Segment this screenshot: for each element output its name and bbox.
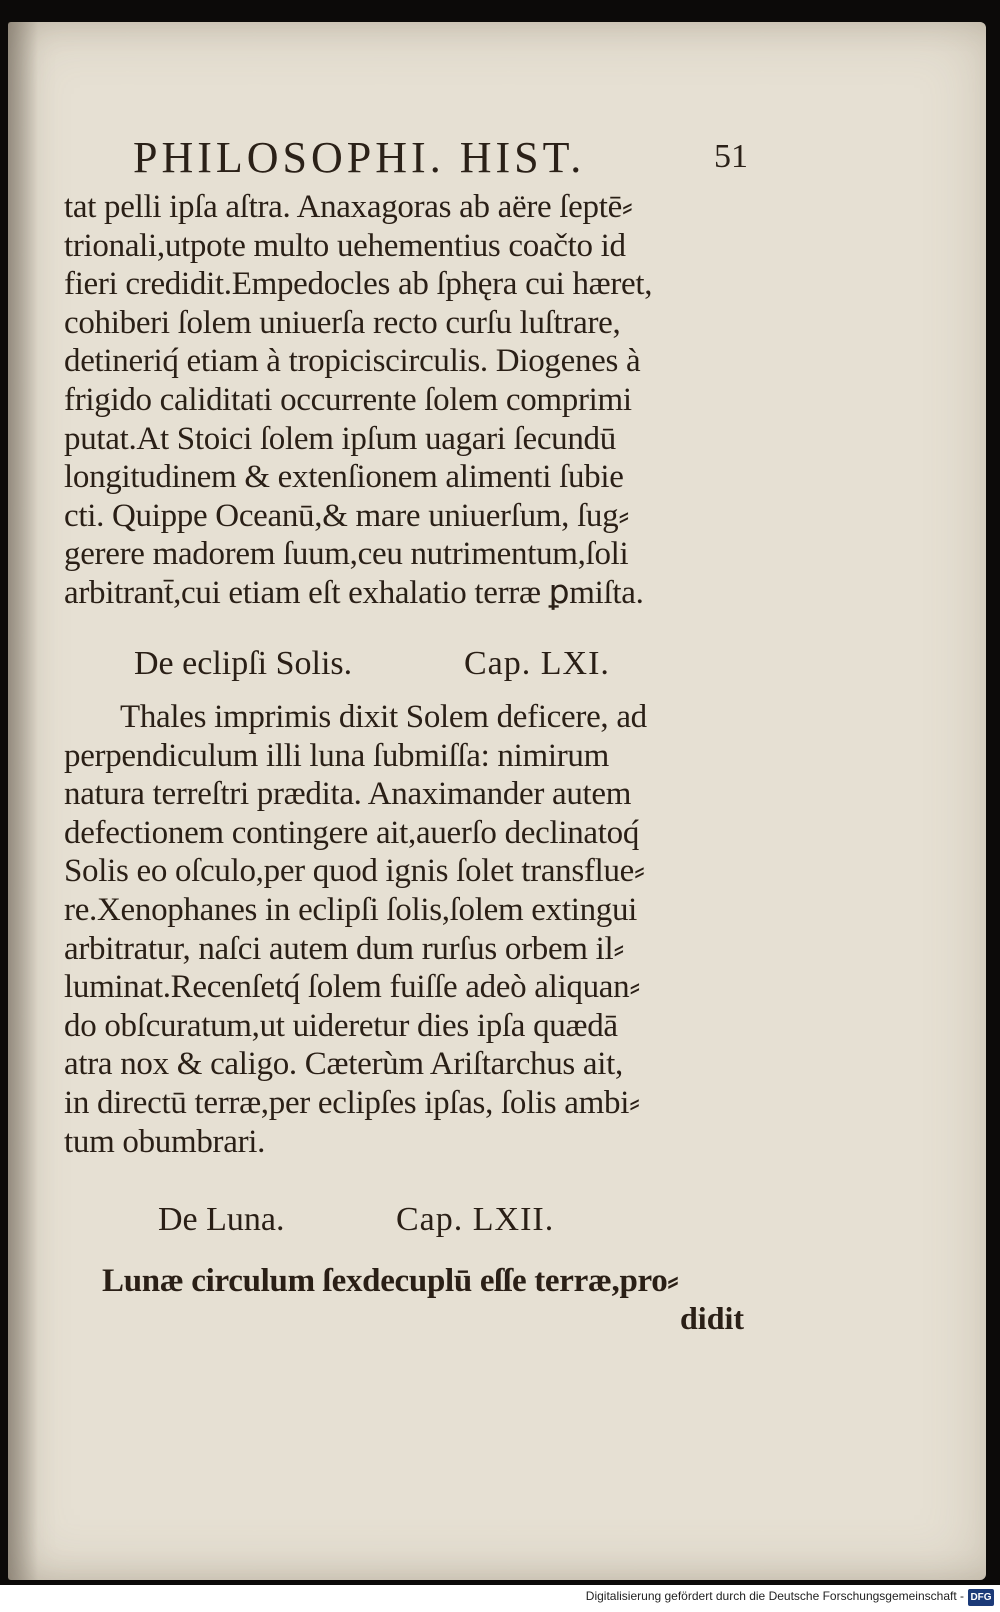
text-line: luminat.Recenſetq́ ſolem fuiſſe adeò aliquan⸗ [64,969,641,1006]
text-line: re.Xenophanes in eclipſi ſolis,ſolem extingui [64,891,638,928]
section-heading-eclipse [134,640,352,688]
running-head [0,132,1000,192]
section-title: De Luna. [158,1201,285,1238]
text-line: tum obumbrari. [64,1123,266,1160]
paragraph-continuation [64,188,774,613]
dfg-logo: DFG [968,1589,994,1606]
chapter-number [464,640,610,688]
funding-credit: Digitalisierung gefördert durch die Deutsche Forschungsgemeinschaft - [585,1589,964,1603]
text-line: fieri credidit.Empedocles ab ſphęra cui hæret, [64,266,653,303]
text-line: arbitrant̄,cui etiam eſt exhalatio terræ ꝑmiſta. [64,574,644,611]
text-line: in directū terræ,per eclipſes ipſas, ſolis ambi⸗ [64,1084,640,1121]
text-line: detineriq́ etiam à tropiciscirculis. Diogenes à [64,343,641,380]
text-line: defectionem contingere ait,auerſo declinatoq́ [64,814,640,851]
text-line: longitudinem & extenſionem alimenti ſubie [64,459,624,496]
text-line: arbitratur, naſci autem dum rurſus orbem il⸗ [64,930,625,967]
text-line: putat.At Stoici ſolem ipſum uagari ſecundū [64,420,616,457]
paragraph-eclipse [64,698,774,1161]
chapter-label: Cap. LXII. [396,1201,555,1238]
text-line: do obſcuratum,ut uideretur dies ipſa quædā [64,1007,618,1044]
text-line: natura terreſtri prædita. Anaximander autem [64,776,632,813]
text-line: frigido caliditati occurrente ſolem comprimi [64,381,632,418]
chapter-number [396,1196,554,1244]
section-heading-moon [158,1196,285,1244]
text-line: Lunæ circulum ſexdecuplū eſſe terræ,pro⸗ [102,1263,679,1299]
text-line: cti. Quippe Oceanū,& mare uniuerſum, ſug⸗ [64,497,630,534]
text-line: perpendiculum illi luna ſubmiſſa: nimirum [64,737,609,774]
running-head-title: PHILOSOPHI. HIST. [133,133,586,182]
text-line: Thales imprimis dixit Solem deficere, ad [120,699,647,735]
text-line: cohiberi ſolem uniuerſa recto curſu luſtrare, [64,304,621,341]
text-line: gerere madorem ſuum,ceu nutrimentum,ſoli [64,536,629,573]
chapter-label: Cap. LXI. [464,645,610,682]
text-line: atra nox & caligo. Cæterùm Ariſtarchus ait, [64,1046,623,1083]
text-line: Solis eo oſculo,per quod ignis ſolet transflue⸗ [64,853,645,890]
page-gutter-shadow [8,22,38,1580]
page-number: 51 [714,138,748,175]
footer-bar [0,1585,1000,1612]
catchword: didit [680,1300,745,1336]
text-line: tat pelli ipſa aſtra. Anaxagoras ab aëre ſeptē⸗ [64,189,633,225]
section-title: De eclipſi Solis. [134,645,353,682]
text-line: trionali,utpote multo uehementius coačto id [64,227,626,264]
paragraph-moon [64,1262,774,1301]
